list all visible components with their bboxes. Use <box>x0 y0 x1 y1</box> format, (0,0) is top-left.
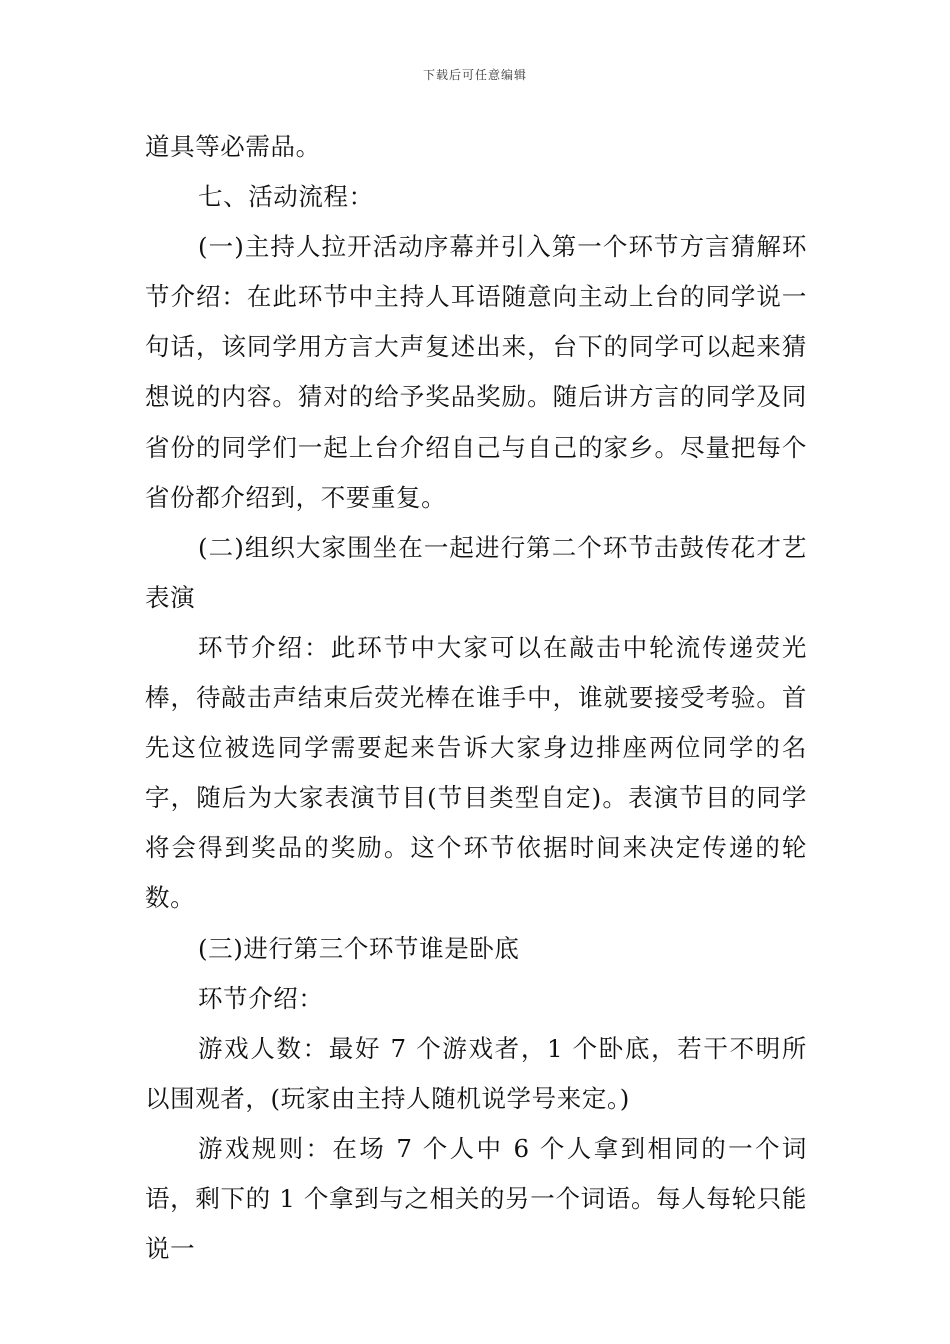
paragraph: 环节介绍：此环节中大家可以在敲击中轮流传递荧光棒，待敲击声结束后荧光棒在谁手中，谁就要接受考验。首先这位被选同学需要起来告诉大家身边排座两位同学的名字，随后为大家表演节目(节目类型自定)。表演节目的同学将会得到奖品的奖励。这个环节依据时间来决定传递的轮数。 <box>145 632 807 913</box>
page-header: 下载后可任意编辑 <box>422 68 527 82</box>
paragraph: 环节介绍： <box>198 983 324 1013</box>
paragraph: 游戏规则：在场 7 个人中 6 个人拿到相同的一个词语，剩下的 1 个拿到与之相关的另一个词语。每人每轮只能说一 <box>145 1133 807 1264</box>
paragraph: (一)主持人拉开活动序幕并引入第一个环节方言猜解环节介绍：在此环节中主持人耳语随意向主动上台的同学说一句话，该同学用方言大声复述出来，台下的同学可以起来猜想说的内容。猜对的给予奖品奖励。随后讲方言的同学及同省份的同学们一起上台介绍自己与自己的家乡。尽量把每个省份都介绍到，不要重复。 <box>145 232 807 512</box>
document-body <box>145 122 807 1274</box>
paragraph: 道具等必需品。 <box>145 132 321 161</box>
paragraph: (二)组织大家围坐在一起进行第二个环节击鼓传花才艺表演 <box>145 532 807 612</box>
section-heading: 七、活动流程： <box>198 182 374 212</box>
paragraph: 游戏人数：最好 7 个游戏者，1 个卧底，若干不明所以围观者，(玩家由主持人随机说学号来定。) <box>145 1033 807 1113</box>
paragraph: (三)进行第三个环节谁是卧底 <box>198 933 520 963</box>
